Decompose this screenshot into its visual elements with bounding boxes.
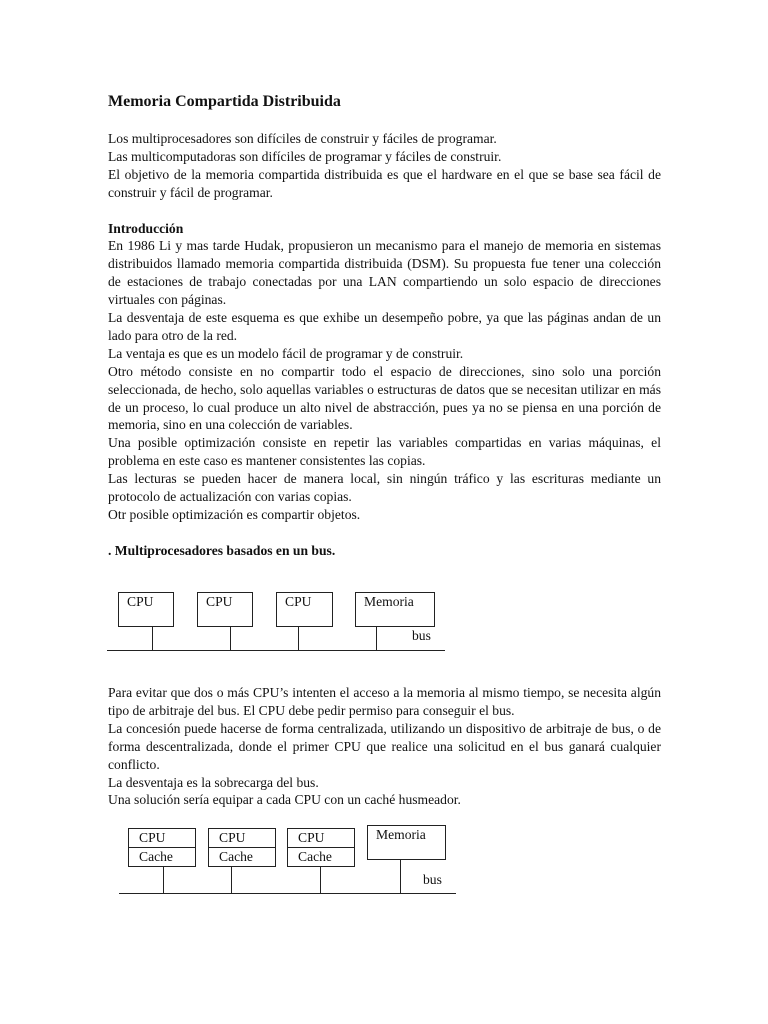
paragraph: Otr posible optimización es compartir objetos. [108,507,361,523]
bus-label: bus [412,628,431,643]
paragraph: La concesión puede hacerse de forma centralizada, utilizando un dispositivo de arbitraje de bus, o de forma descentralizada, donde el primer CPU que realice una solicitud en el bus ganará cualquier conflicto. [108,720,661,772]
paragraph: La desventaja es la sobrecarga del bus. [108,774,319,790]
cpu-box: CPU [118,592,174,627]
bus-label: bus [423,872,442,887]
section-heading-introduccion: Introducción [108,220,184,236]
bus-connector [163,867,164,893]
paragraph: La ventaja es que es un modelo fácil de programar y de construir. [108,345,464,361]
paragraph: Para evitar que dos o más CPU’s intenten el acceso a la memoria al mismo tiempo, se necesita algún tipo de arbitraje del bus. El CPU debe pedir permiso para conseguir el bus. [108,685,661,718]
cpu-cell: CPU [287,828,355,848]
cache-cell: Cache [208,847,276,867]
cpu-cell: CPU [208,828,276,848]
paragraph: En 1986 Li y mas tarde Hudak, propusieron un mecanismo para el manejo de memoria en sistemas distribuidos llamado memoria compartida distribuida (DSM). Su propuesta fue tener una colección de estaciones de trabajo conectadas por una LAN compartiendo un solo espacio de direcciones virtuales con páginas. [108,238,661,308]
paragraph: Una posible optimización consiste en repetir las variables compartidas en varias máquinas, el problema en este caso es mantener consistentes las copias. [108,435,661,469]
bus-line [119,893,456,894]
bus-connector [400,860,401,893]
cache-cell: Cache [128,847,196,867]
cache-cell: Cache [287,847,355,867]
intro-line: Las multicomputadoras son difíciles de programar y fáciles de construir. [108,148,502,164]
memory-box: Memoria [367,825,446,860]
cpu-box: CPU [276,592,333,627]
paragraph: Una solución sería equipar a cada CPU con un caché husmeador. [108,792,461,808]
bus-connector [320,867,321,893]
intro-line: El objetivo de la memoria compartida distribuida es que el hardware en el que se base sea fácil de construir y fácil de programar. [108,166,661,200]
cpu-box: CPU [197,592,253,627]
bus-connector [231,867,232,893]
paragraph: Las lecturas se pueden hacer de manera local, sin ningún tráfico y las escrituras mediante un protocolo de actualización con varias copias. [108,471,661,505]
memory-box: Memoria [355,592,435,627]
intro-line: Los multiprocesadores son difíciles de construir y fáciles de programar. [108,131,497,146]
cpu-cell: CPU [128,828,196,848]
paragraph: La desventaja de este esquema es que exhibe un desempeño pobre, ya que las páginas andan de un lado para otro de la red. [108,310,661,343]
section-heading-multiprocesadores: . Multiprocesadores basados en un bus. [108,542,336,558]
paragraph: Otro método consiste en no compartir todo el espacio de direcciones, sino solo una porción seleccionada, de hecho, solo aquellas variables o estructuras de datos que se necesitan utilizar en más de un proceso, lo cual produce un alto nivel de abstracción, pues ya no se piensa en una porción de memoria, sino en una colección de variables. [108,363,661,433]
page-title: Memoria Compartida Distribuida [108,93,341,110]
